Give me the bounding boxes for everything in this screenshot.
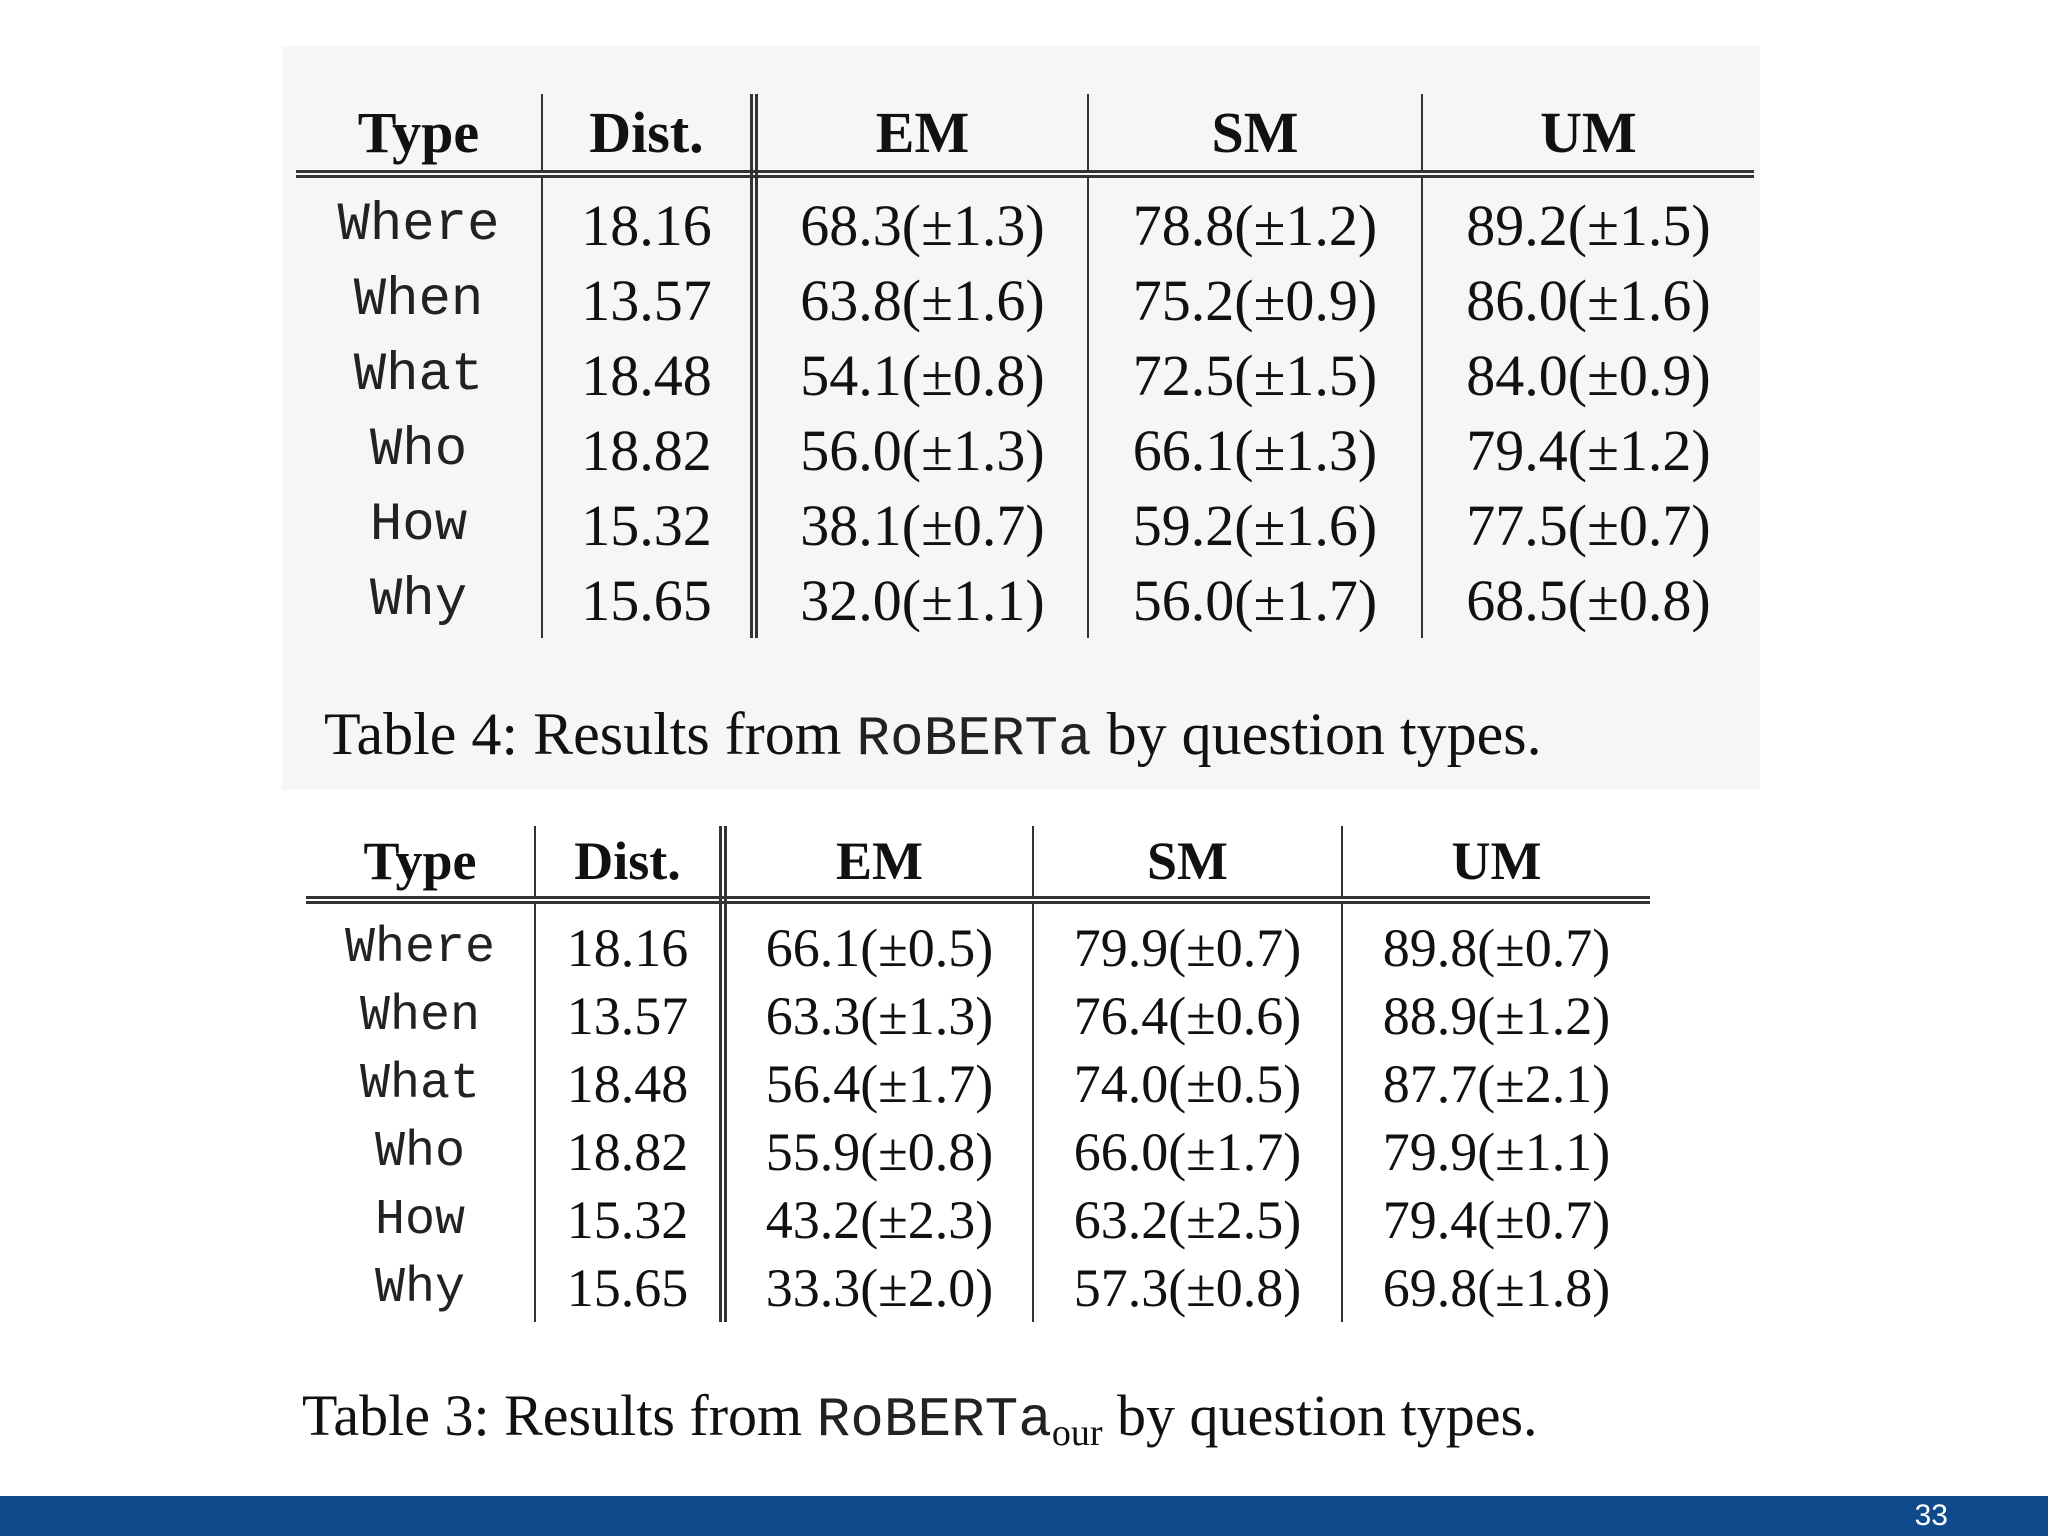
cell-sm: 56.0(±1.7) bbox=[1088, 563, 1422, 638]
table-row bbox=[306, 982, 1650, 1050]
cell-um: 89.2(±1.5) bbox=[1466, 193, 1711, 258]
cell-sm: 78.8(±1.2) bbox=[1088, 174, 1422, 263]
cell-em: 68.3(±1.3) bbox=[754, 174, 1088, 263]
cell-type: Who bbox=[296, 413, 542, 488]
cell-dist: 15.32 bbox=[535, 1186, 723, 1254]
column-header-sm: SM bbox=[1033, 826, 1342, 900]
table-row bbox=[296, 338, 1754, 413]
cell-sm: 75.2(±0.9) bbox=[1088, 263, 1422, 338]
cell-um: 88.9(±1.2) bbox=[1382, 986, 1611, 1046]
table-header-row bbox=[296, 94, 1754, 174]
column-header-em: EM bbox=[723, 826, 1033, 900]
caption-prefix: Table 3: Results from bbox=[302, 1383, 817, 1448]
caption-model-subscript: our bbox=[1051, 1412, 1103, 1454]
table-4-caption bbox=[324, 700, 1542, 771]
cell-em: 63.8(±1.6) bbox=[754, 263, 1088, 338]
cell-dist: 18.48 bbox=[542, 338, 754, 413]
cell-dist: 18.16 bbox=[542, 174, 754, 263]
caption-model-name: RoBERTa bbox=[816, 1388, 1052, 1452]
cell-dist: 18.82 bbox=[542, 413, 754, 488]
cell-sm: 63.2(±2.5) bbox=[1033, 1186, 1342, 1254]
cell-em: 32.0(±1.1) bbox=[754, 563, 1088, 638]
cell-um: 79.4(±1.2) bbox=[1466, 418, 1711, 483]
column-header-sm: SM bbox=[1088, 94, 1422, 174]
page-number: 33 bbox=[1914, 1499, 1948, 1532]
table-row bbox=[296, 263, 1754, 338]
table-row bbox=[296, 563, 1754, 638]
cell-type: When bbox=[296, 263, 542, 338]
cell-em: 56.4(±1.7) bbox=[723, 1050, 1033, 1118]
table-header-row bbox=[306, 826, 1650, 900]
cell-dist: 15.65 bbox=[535, 1254, 723, 1322]
cell-em: 43.2(±2.3) bbox=[723, 1186, 1033, 1254]
table-3-caption bbox=[302, 1382, 1538, 1452]
column-header-type: Type bbox=[306, 826, 535, 900]
column-header-type: Type bbox=[296, 94, 542, 174]
table-row bbox=[296, 488, 1754, 563]
cell-em: 54.1(±0.8) bbox=[754, 338, 1088, 413]
cell-em: 56.0(±1.3) bbox=[754, 413, 1088, 488]
cell-sm: 74.0(±0.5) bbox=[1033, 1050, 1342, 1118]
column-header-dist: Dist. bbox=[542, 94, 754, 174]
cell-sm: 79.9(±0.7) bbox=[1033, 900, 1342, 982]
column-header-um: UM bbox=[1422, 94, 1754, 174]
cell-em: 38.1(±0.7) bbox=[754, 488, 1088, 563]
cell-type: How bbox=[296, 488, 542, 563]
caption-suffix: by question types. bbox=[1102, 1383, 1538, 1448]
cell-dist: 18.48 bbox=[535, 1050, 723, 1118]
cell-em: 66.1(±0.5) bbox=[723, 900, 1033, 982]
cell-um: 77.5(±0.7) bbox=[1466, 493, 1711, 558]
table-row bbox=[306, 900, 1650, 982]
cell-um: 79.9(±1.1) bbox=[1382, 1122, 1611, 1182]
cell-um: 68.5(±0.8) bbox=[1466, 568, 1711, 633]
cell-sm: 72.5(±1.5) bbox=[1088, 338, 1422, 413]
results-table-roberta-our bbox=[306, 826, 1650, 1322]
table-row bbox=[296, 174, 1754, 263]
cell-sm: 57.3(±0.8) bbox=[1033, 1254, 1342, 1322]
cell-dist: 18.16 bbox=[535, 900, 723, 982]
footer-bar bbox=[0, 1496, 2048, 1536]
caption-prefix: Table 4: Results from bbox=[324, 701, 857, 767]
cell-dist: 13.57 bbox=[535, 982, 723, 1050]
cell-sm: 66.1(±1.3) bbox=[1088, 413, 1422, 488]
caption-model-name: RoBERTa bbox=[856, 707, 1092, 771]
cell-type: Why bbox=[296, 563, 542, 638]
cell-type: Why bbox=[306, 1254, 535, 1322]
cell-type: What bbox=[306, 1050, 535, 1118]
cell-dist: 18.82 bbox=[535, 1118, 723, 1186]
cell-um: 79.4(±0.7) bbox=[1382, 1190, 1611, 1250]
cell-em: 33.3(±2.0) bbox=[723, 1254, 1033, 1322]
caption-suffix: by question types. bbox=[1091, 701, 1542, 767]
cell-um: 87.7(±2.1) bbox=[1382, 1054, 1611, 1114]
cell-em: 55.9(±0.8) bbox=[723, 1118, 1033, 1186]
column-header-um: UM bbox=[1342, 826, 1650, 900]
table-row bbox=[306, 1254, 1650, 1322]
column-header-dist: Dist. bbox=[535, 826, 723, 900]
cell-um: 86.0(±1.6) bbox=[1466, 268, 1711, 333]
table-row bbox=[306, 1050, 1650, 1118]
cell-sm: 76.4(±0.6) bbox=[1033, 982, 1342, 1050]
cell-dist: 15.65 bbox=[542, 563, 754, 638]
cell-em: 63.3(±1.3) bbox=[723, 982, 1033, 1050]
cell-type: How bbox=[306, 1186, 535, 1254]
results-table-roberta bbox=[296, 94, 1754, 638]
cell-type: Where bbox=[306, 900, 535, 982]
table-row bbox=[306, 1118, 1650, 1186]
cell-type: Where bbox=[296, 174, 542, 263]
cell-sm: 59.2(±1.6) bbox=[1088, 488, 1422, 563]
cell-um: 89.8(±0.7) bbox=[1382, 918, 1611, 978]
cell-type: What bbox=[296, 338, 542, 413]
table-row bbox=[296, 413, 1754, 488]
cell-type: Who bbox=[306, 1118, 535, 1186]
cell-type: When bbox=[306, 982, 535, 1050]
cell-sm: 66.0(±1.7) bbox=[1033, 1118, 1342, 1186]
table-row bbox=[306, 1186, 1650, 1254]
cell-um: 84.0(±0.9) bbox=[1466, 343, 1711, 408]
cell-dist: 13.57 bbox=[542, 263, 754, 338]
column-header-em: EM bbox=[754, 94, 1088, 174]
cell-um: 69.8(±1.8) bbox=[1382, 1258, 1611, 1318]
cell-dist: 15.32 bbox=[542, 488, 754, 563]
